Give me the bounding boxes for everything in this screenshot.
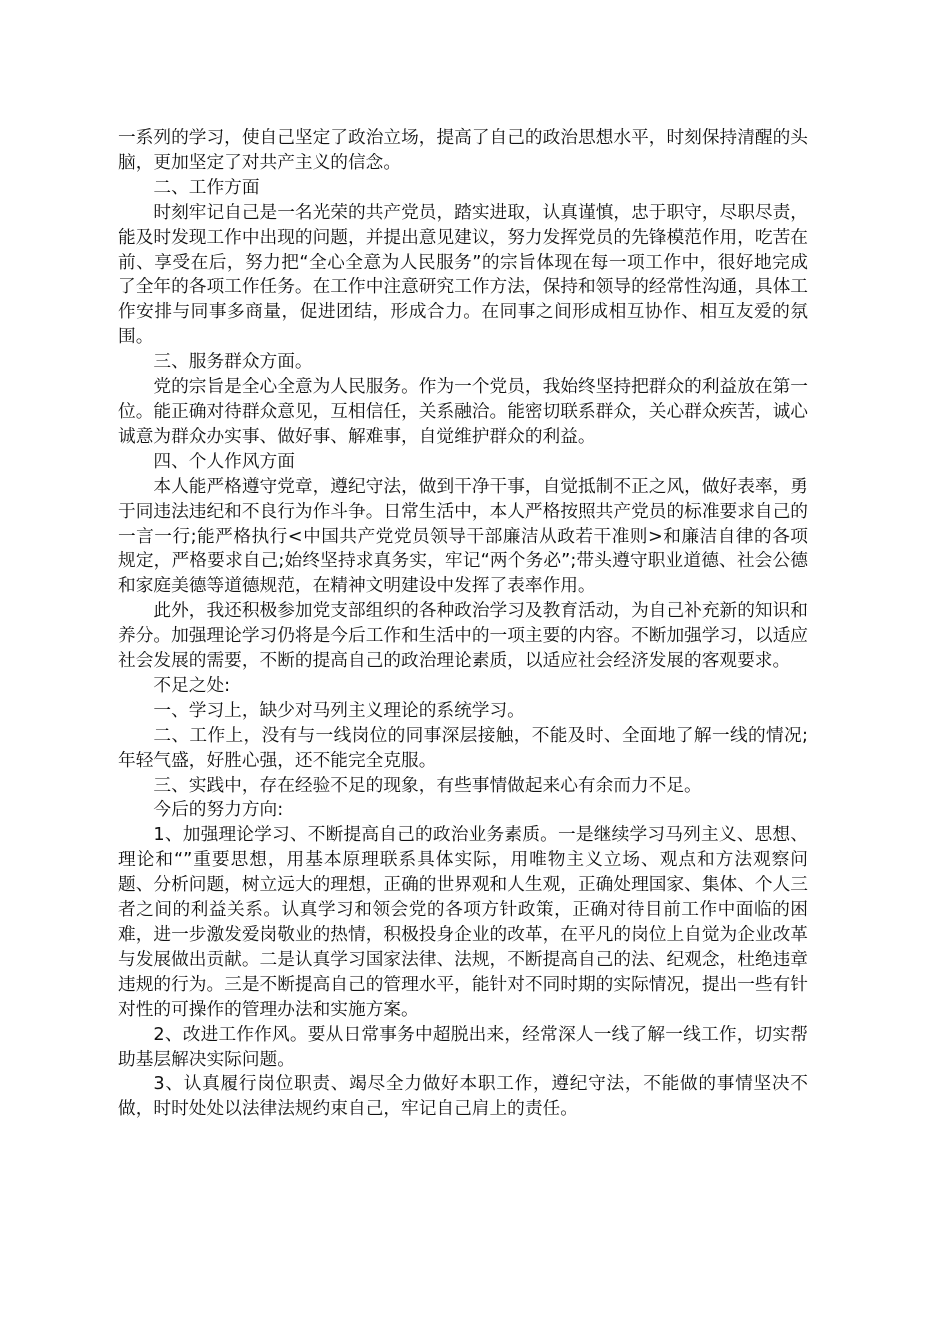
- section-heading: 今后的努力方向:: [153, 800, 284, 821]
- paragraph: 时刻牢记自己是一名光荣的共产党员，踏实进取，认真谨慎，忠于职守，尽职尽责，能及时发现工作中出现的问题，并提出意见建议，努力发挥党员的先锋模范作用，吃苦在前、享受在后，努力把“全心全意为人民服务”的宗旨体现在每一项工作中，很好地完成了全年的各项工作任务。在工作中注意研究工作方法，保持和领导的经常性沟通，具体工作安排与同事多商量，促进团结，形成合力。在同事之间形成相互协作、相互友爱的氛围。: [118, 202, 808, 348]
- list-item: 3、认真履行岗位职责、竭尽全力做好本职工作，遵纪守法，不能做的事情坚决不做，时时处处以法律法规约束自己，牢记自己肩上的责任。: [118, 1074, 808, 1120]
- section-heading: 不足之处:: [153, 675, 231, 696]
- list-item: 三、实践中，存在经验不足的现象，有些事情做起来心有余而力不足。: [153, 775, 702, 796]
- section-heading: 四、个人作风方面: [153, 451, 295, 472]
- section-heading: 二、工作方面: [153, 177, 260, 198]
- section-heading: 三、服务群众方面。: [153, 352, 313, 373]
- list-item: 1、加强理论学习、不断提高自己的政治业务素质。一是继续学习马列主义、思想、理论和“”重要思想，用基本原理联系具体实际，用唯物主义立场、观点和方法观察问题、分析问题，树立远大的理想，正确的世界观和人生观，正确处理国家、集体、个人三者之间的利益关系。认真学习和领会党的各项方针政策，正确对待目前工作中面临的困难，进一步激发爱岗敬业的热情，积极投身企业的改革，在平凡的岗位上自觉为企业改革与发展做出贡献。二是认真学习国家法律、法规，不断提高自己的法、纪观念，杜绝违章违规的行为。三是不断提高自己的管理水平，能针对不同时期的实际情况，提出一些有针对性的可操作的管理办法和实施方案。: [118, 825, 808, 1020]
- paragraph: 党的宗旨是全心全意为人民服务。作为一个党员，我始终坚持把群众的利益放在第一位。能正确对待群众意见，互相信任，关系融洽。能密切联系群众，关心群众疾苦，诚心诚意为群众办实事、做好事、解难事，自觉维护群众的利益。: [118, 377, 808, 447]
- list-item: 一、学习上，缺少对马列主义理论的系统学习。: [153, 700, 525, 721]
- document-body: [118, 126, 808, 1122]
- list-item: 二、工作上，没有与一线岗位的同事深层接触，不能及时、全面地了解一线的情况;年轻气盛，好胜心强，还不能完全克服。: [118, 725, 808, 771]
- list-item: 2、改进工作作风。要从日常事务中超脱出来，经常深人一线了解一线工作，切实帮助基层解决实际问题。: [118, 1024, 808, 1070]
- paragraph: 一系列的学习，使自己坚定了政治立场，提高了自己的政治思想水平，时刻保持清醒的头脑，更加坚定了对共产主义的信念。: [118, 128, 808, 173]
- paragraph: 此外，我还积极参加党支部组织的各种政治学习及教育活动，为自己补充新的知识和养分。加强理论学习仍将是今后工作和生活中的一项主要的内容。不断加强学习，以适应社会发展的需要，不断的提高自己的政治理论素质，以适应社会经济发展的客观要求。: [118, 601, 808, 672]
- paragraph: 本人能严格遵守党章，遵纪守法，做到干净干事，自觉抵制不正之风，做好表率，勇于同违法违纪和不良行为作斗争。日常生活中，本人严格按照共产党员的标准要求自己的一言一行;能严格执行<中国共产党党员领导干部廉洁从政若干准则>和廉洁自律的各项规定，严格要求自己;始终坚持求真务实，牢记“两个务必”;带头遵守职业道德、社会公德和家庭美德等道德规范，在精神文明建设中发挥了表率作用。: [118, 476, 808, 597]
